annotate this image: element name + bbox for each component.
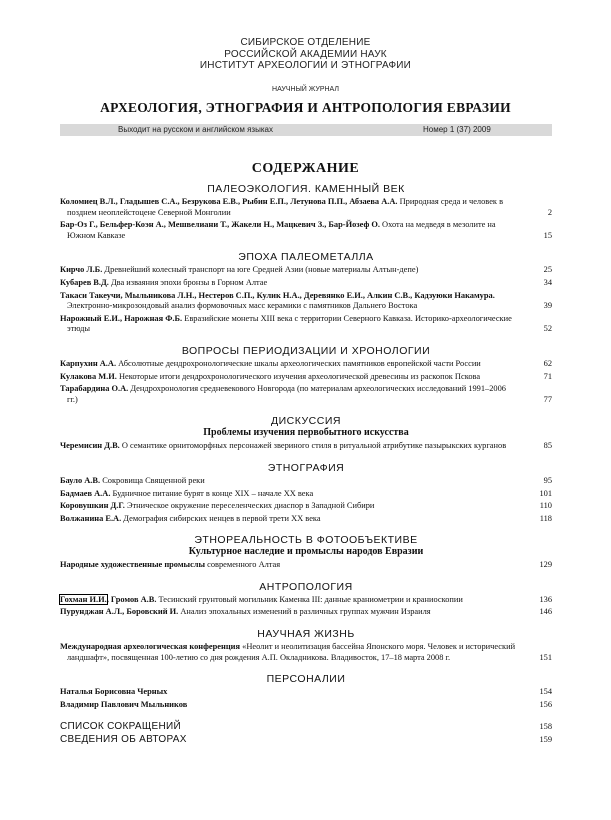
entry-authors: Международная археологическая конференция <box>60 642 241 652</box>
toc-entry[interactable] <box>60 687 552 698</box>
spacer <box>60 710 552 720</box>
entry-title: Евразийские монеты XIII века с территории Северного Кавказа. Историко-археологические этюды <box>67 313 512 334</box>
toc-entry[interactable] <box>60 291 552 312</box>
toc-entry[interactable] <box>60 642 552 663</box>
entry-page: 34 <box>543 277 552 287</box>
entry-page: 71 <box>543 371 552 381</box>
toc-entry[interactable] <box>60 197 552 218</box>
entry-page: 62 <box>543 358 552 368</box>
toc-entry[interactable] <box>60 607 552 618</box>
toc-entry[interactable] <box>60 372 552 383</box>
entry-page: 110 <box>539 501 552 511</box>
entry-authors: Бадмаев А.А. <box>60 488 111 498</box>
entry-authors: Кубарев В.Д. <box>60 277 109 287</box>
entry-page: 39 <box>543 301 552 311</box>
entry-title: Абсолютные дендрохронологические шкалы археологических памятников европейской части России <box>118 358 481 368</box>
entry-title: Анализ эпохальных изменений в различных группах мужчин Израиля <box>180 607 431 617</box>
final-item-page: 159 <box>539 735 552 745</box>
entry-authors: Тарабардина О.А. <box>60 384 129 394</box>
entry-title: Тесинский грунтовый могильник Каменка III: данные краниометрии и краниоскопии <box>158 594 463 604</box>
entry-title: Будничное питание бурят в конце XIX – начале XX века <box>112 488 314 498</box>
section-title: ЭТНОРЕАЛЬНОСТЬ В ФОТООБЪЕКТИВЕ <box>194 534 418 547</box>
entry-title: Природная среда и человек в позднем неоплейстоцене Северной Монголии <box>67 197 504 217</box>
entry-title: «Неолит и неолитизация бассейна Японского моря. Человек и исторический ландшафт», посвященная 100-летию со дня рождения А.П. Окладникова. Владивосток, 17–18 марта 2008 г. <box>67 642 516 662</box>
entry-authors: , Громов А.В. <box>106 594 157 604</box>
section-title: ВОПРОСЫ ПЕРИОДИЗАЦИИ И ХРОНОЛОГИИ <box>181 344 431 357</box>
entry-page: 151 <box>539 652 552 662</box>
toc-entry[interactable] <box>60 501 552 512</box>
final-item-label: СВЕДЕНИЯ ОБ АВТОРАХ <box>60 734 187 746</box>
entry-page: 2 <box>547 207 552 217</box>
entry-page: 136 <box>539 594 552 604</box>
entry-authors: Кулакова М.И. <box>60 371 117 381</box>
final-item-page: 158 <box>539 722 552 732</box>
entry-authors: Нарожный Е.И., Нарожная Ф.Б. <box>60 313 183 323</box>
issue-bar <box>60 124 552 136</box>
toc-final-item[interactable] <box>60 733 552 746</box>
entry-page: 118 <box>539 513 552 523</box>
entry-title: Этническое окружение переселенческих диаспор в Западной Сибири <box>126 501 375 511</box>
entry-authors: Пурунджан А.Л., Боровский И. <box>60 607 179 617</box>
entry-title: Древнейший колесный транспорт на юге Средней Азии (новые материалы Алтын-депе) <box>104 265 419 275</box>
entry-authors: Черемисин Д.В. <box>60 441 120 451</box>
entry-page: 15 <box>543 230 552 240</box>
toc-entry[interactable] <box>60 441 552 452</box>
entry-authors: Бар-Оз Г., Бельфер-Коэн А., Мешвелиани Т., Жакели Н., Мацкевич З., Бар-Йозеф О. <box>60 220 380 230</box>
issue-number: Номер 1 (37) 2009 <box>423 125 491 134</box>
entry-page: 146 <box>539 607 552 617</box>
journal-kind: НАУЧНЫЙ ЖУРНАЛ <box>272 86 339 93</box>
institution-line: ИНСТИТУТ АРХЕОЛОГИИ И ЭТНОГРАФИИ <box>199 60 412 71</box>
entry-title: Сокровища Священной реки <box>102 475 205 485</box>
institution-line: РОССИЙСКОЙ АКАДЕМИИ НАУК <box>224 48 387 60</box>
section-subtitle: Проблемы изучения первобытного искусства <box>203 427 409 439</box>
contents-title: СОДЕРЖАНИЕ <box>251 161 360 176</box>
entry-page: 52 <box>543 324 552 334</box>
toc-entry[interactable] <box>60 595 552 606</box>
toc-entry[interactable] <box>60 476 552 487</box>
entry-page: 85 <box>543 441 552 451</box>
entry-page: 101 <box>539 488 552 498</box>
entry-authors: Коломиец В.Л., Гладышев С.А., Безрукова Е.В., Рыбин Е.П., Летунова П.П., Абзаева А.А. <box>60 197 398 206</box>
final-item-label: СПИСОК СОКРАЩЕНИЙ <box>60 721 181 733</box>
section-subtitle: Культурное наследие и промыслы народов Евразии <box>188 546 424 558</box>
toc-entry[interactable] <box>60 314 552 335</box>
institution-line: СИБИРСКОЕ ОТДЕЛЕНИЕ <box>240 37 371 48</box>
entry-authors: Коровушкин Д.Г. <box>60 501 125 511</box>
entry-authors: Народные художественные промыслы <box>60 560 206 570</box>
entry-authors: Кирчо Л.Б. <box>60 265 103 275</box>
toc-entry[interactable] <box>60 359 552 370</box>
entry-title: Два изваяния эпохи бронзы в Горном Алтае <box>110 277 268 287</box>
toc-entry[interactable] <box>60 489 552 500</box>
entry-authors: Карпухин А.А. <box>60 358 117 368</box>
toc-entry[interactable] <box>60 384 552 405</box>
section-title: ЭПОХА ПАЛЕОМЕТАЛЛА <box>238 251 374 264</box>
entry-page: 77 <box>543 394 552 404</box>
entry-author-highlighted: Гохман И.И. <box>60 594 107 604</box>
entry-page: 95 <box>543 475 552 485</box>
toc-entry[interactable] <box>60 514 552 525</box>
section-title: ПЕРСОНАЛИИ <box>266 673 346 686</box>
institution-header <box>0 37 611 72</box>
entry-title: О семантике орнитоморфных персонажей звериного стиля в ритуальной атрибутике пазырыкских курганов <box>121 441 507 451</box>
entry-authors: Волжанина Е.А. <box>60 513 122 523</box>
entry-authors: Такаси Такеучи, Мыльникова Л.Н., Нестеров С.П., Кулик Н.А., Деревянко Е.И., Алкин С.В., Кадзуюки Накамура. <box>60 290 495 300</box>
entry-page: 156 <box>539 699 552 709</box>
toc-entry[interactable] <box>60 560 552 571</box>
toc-final-item[interactable] <box>60 720 552 733</box>
section-title: НАУЧНАЯ ЖИЗНЬ <box>257 628 355 641</box>
entry-page: 129 <box>539 560 552 570</box>
entry-title: Некоторые итоги дендрохронологического изучения археологической древесины из раскопок Пскова <box>118 371 481 381</box>
journal-title: АРХЕОЛОГИЯ, ЭТНОГРАФИЯ И АНТРОПОЛОГИЯ ЕВРАЗИИ <box>100 100 511 115</box>
entry-authors: Бауло А.В. <box>60 475 101 485</box>
table-of-contents <box>60 183 552 746</box>
entry-title: Электронно-микрозондовый анализ формовочных масс керамики с памятников Дальнего Востока <box>67 301 418 311</box>
entry-page: 25 <box>543 265 552 275</box>
section-title: ЭТНОГРАФИЯ <box>267 461 345 474</box>
toc-entry[interactable] <box>60 265 552 276</box>
entry-title: современного Алтая <box>207 560 281 570</box>
toc-entry[interactable] <box>60 278 552 289</box>
toc-entry[interactable] <box>60 220 552 241</box>
entry-title: Демография сибирских ненцев в первой трети XX века <box>123 513 321 523</box>
entry-page: 154 <box>539 687 552 697</box>
languages-note: Выходит на русском и английском языках <box>118 125 273 134</box>
section-title: ДИСКУССИЯ <box>271 415 341 428</box>
section-title: ПАЛЕОЭКОЛОГИЯ. КАМЕННЫЙ ВЕК <box>207 183 405 195</box>
entry-authors: Владимир Павлович Мыльников <box>60 699 188 709</box>
toc-entry[interactable] <box>60 700 552 711</box>
section-title: АНТРОПОЛОГИЯ <box>259 580 353 593</box>
entry-authors: Наталья Борисовна Черных <box>60 687 168 697</box>
entry-title: Охота на медведя в мезолите на Южном Кавказе <box>67 220 496 240</box>
entry-title: Дендрохронология средневекового Новгорода (по материалам археологических исследований 1991–2006 гг.) <box>67 384 506 404</box>
